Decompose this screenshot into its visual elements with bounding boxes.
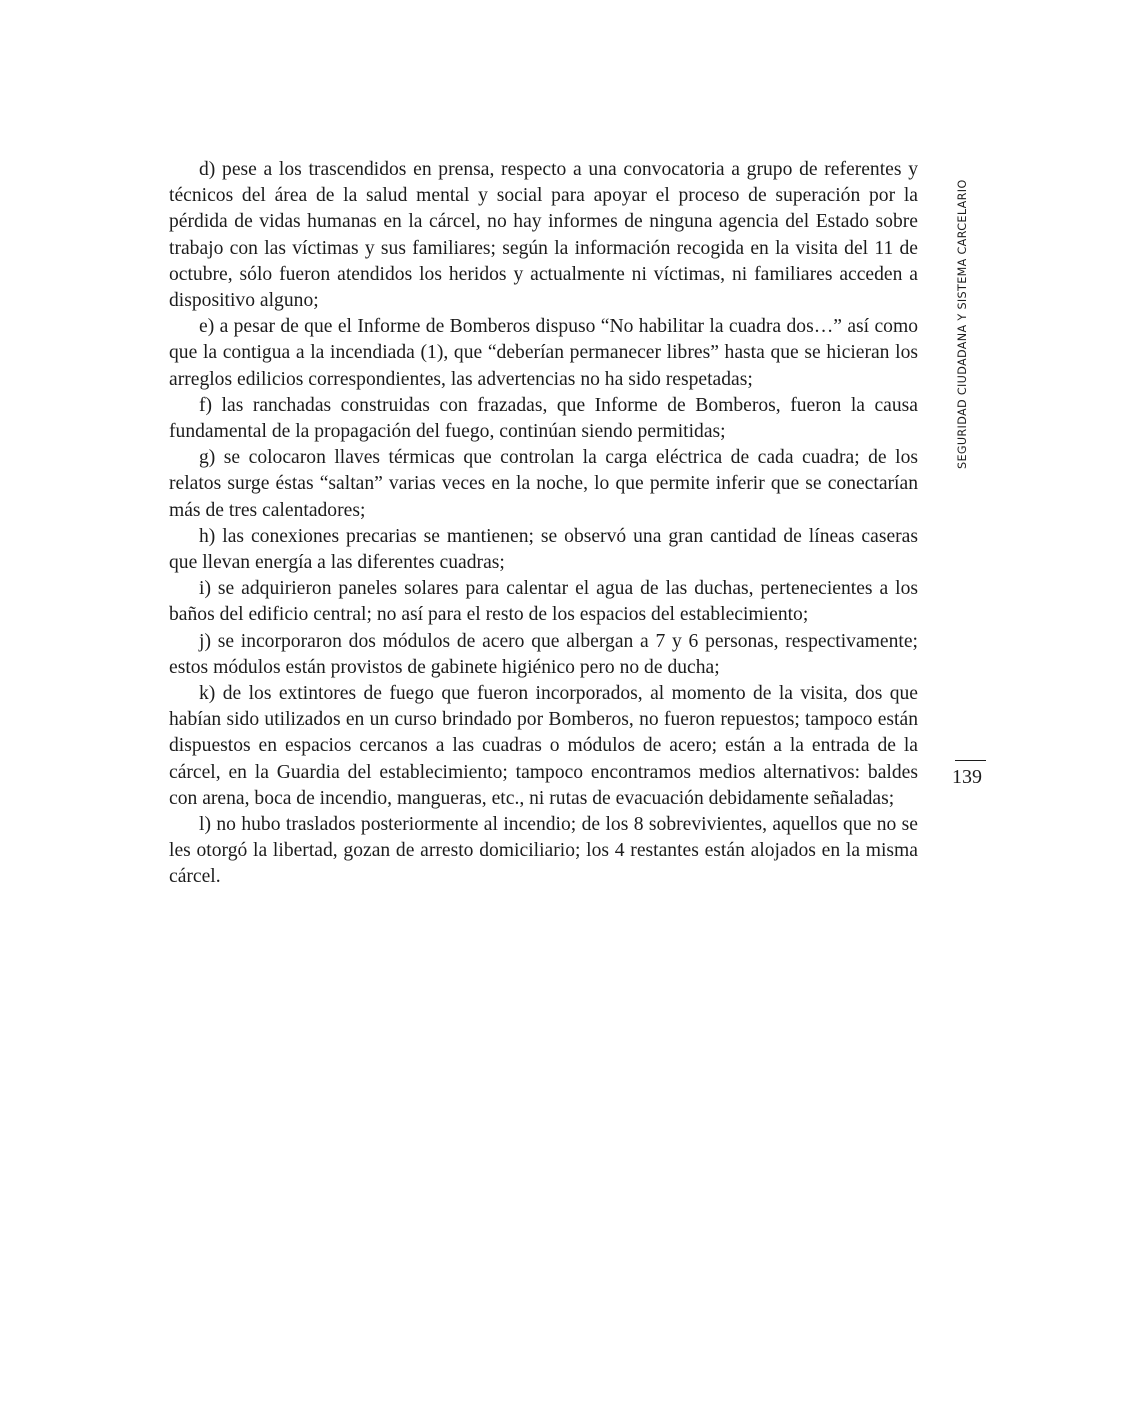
paragraph-f: f) las ranchadas construidas con frazadas, que Informe de Bomberos, fueron la causa fundamental de la propagación del fuego, continúan siendo permitidas;	[169, 394, 918, 443]
running-head-text: SEGURIDAD CIUDADANA Y SISTEMA CARCELARIO	[956, 179, 969, 469]
paragraph-j: j) se incorporaron dos módulos de acero que albergan a 7 y 6 personas, respectivamente; estos módulos están provistos de gabinete higiénico pero no de ducha;	[169, 630, 918, 678]
paragraph-l: l) no hubo traslados posteriormente al incendio; de los 8 sobrevivientes, aquellos que no se les otorgó la libertad, gozan de arresto domiciliario; los 4 restantes están alojados en la misma cárcel.	[169, 814, 918, 888]
paragraph-h: h) las conexiones precarias se mantienen; se observó una gran cantidad de líneas caseras que llevan energía a las diferentes cuadras;	[169, 525, 918, 574]
paragraph-i: i) se adquirieron paneles solares para calentar el agua de las duchas, pertenecientes a los baños del edificio central; no así para el resto de los espacios del establecimiento;	[169, 578, 918, 626]
paragraph-g: g) se colocaron llaves térmicas que controlan la carga eléctrica de cada cuadra; de los relatos surge éstas “saltan” varias veces en la noche, lo que permite inferir que se conectarían más de tres calentadores;	[169, 447, 918, 521]
paragraph-e: e) a pesar de que el Informe de Bomberos dispuso “No habilitar la cuadra dos…” así como que la contigua a la incendiada (1), que “deberían permanecer libres” hasta que se hicieran los arreglos edilicios correspondientes, las advertencias no ha sido respetadas;	[169, 316, 918, 390]
paragraph-d: d) pese a los trascendidos en prensa, respecto a una convocatoria a grupo de referentes y técnicos del área de la salud mental y social para apoyar el proceso de superación por la pérdida de vidas humanas en la cárcel, no hay informes de ninguna agencia del Estado sobre trabajo con las víctimas y sus familiares; según la información recogida en la visita del 11 de octubre, sólo fueron atendidos los heridos y actualmente ni víctimas, ni familiares acceden a dispositivo alguno;	[169, 159, 918, 312]
paragraph-k: k) de los extintores de fuego que fueron incorporados, al momento de la visita, dos que habían sido utilizados en un curso brindado por Bomberos, no fueron repuestos; tampoco están dispuestos en espacios cercanos a las cuadras o módulos de acero; están a la entrada de la cárcel, en la Guardia del establecimiento; tampoco encontramos medios alternativos: baldes con arena, boca de incendio, mangueras, etc., ni rutas de evacuación debidamente señaladas;	[169, 683, 918, 809]
page-number: 139	[952, 766, 982, 788]
page-number-rule	[955, 760, 986, 761]
body-text	[169, 157, 918, 891]
